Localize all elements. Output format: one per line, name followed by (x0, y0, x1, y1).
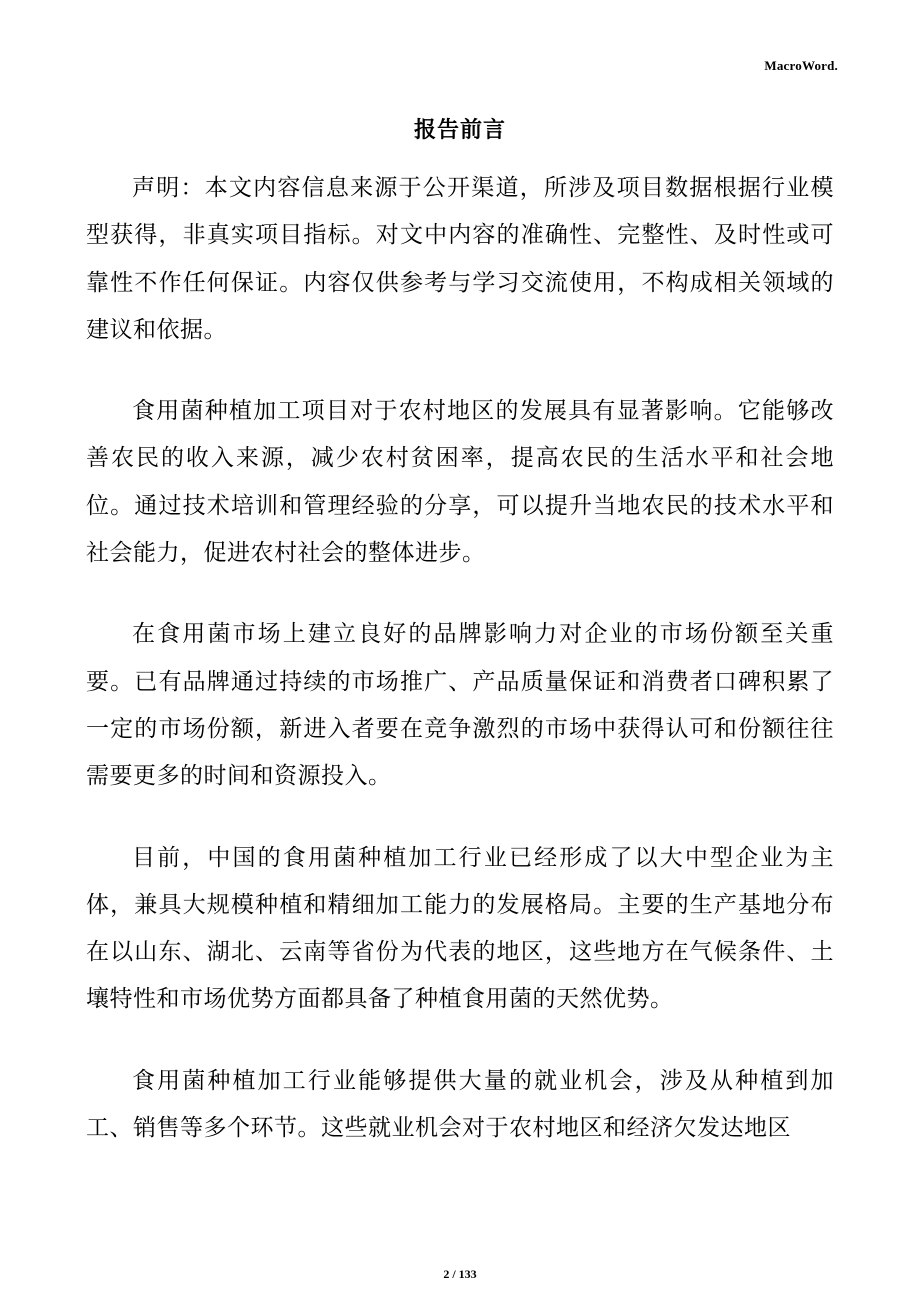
paragraph-disclaimer: 声明：本文内容信息来源于公开渠道，所涉及项目数据根据行业模型获得，非真实项目指标。对文中内容的准确性、完整性、及时性或可靠性不作任何保证。内容仅供参考与学习交流使用，不构成相关领域的建议和依据。 (86, 175, 834, 343)
document-body (86, 165, 834, 1186)
page-title: 报告前言 (413, 118, 506, 143)
header-brand: MacroWord. (764, 58, 838, 73)
paragraph-employment: 食用菌种植加工行业能够提供大量的就业机会，涉及从种植到加工、销售等多个环节。这些就业机会对于农村地区和经济欠发达地区 (86, 1067, 834, 1142)
page-number: 2 / 133 (443, 1267, 477, 1281)
paragraph-rural-impact: 食用菌种植加工项目对于农村地区的发展具有显著影响。它能够改善农民的收入来源，减少农村贫困率，提高农民的生活水平和社会地位。通过技术培训和管理经验的分享，可以提升当地农民的技术水平和社会能力，促进农村社会的整体进步。 (86, 398, 834, 567)
paragraph-brand-influence: 在食用菌市场上建立良好的品牌影响力对企业的市场份额至关重要。已有品牌通过持续的市场推广、产品质量保证和消费者口碑积累了一定的市场份额，新进入者要在竞争激烈的市场中获得认可和份额往往需要更多的时间和资源投入。 (86, 621, 834, 790)
paragraph-industry-status: 目前，中国的食用菌种植加工行业已经形成了以大中型企业为主体，兼具大规模种植和精细加工能力的发展格局。主要的生产基地分布在以山东、湖北、云南等省份为代表的地区，这些地方在气候条件、土壤特性和市场优势方面都具备了种植食用菌的天然优势。 (86, 844, 834, 1013)
